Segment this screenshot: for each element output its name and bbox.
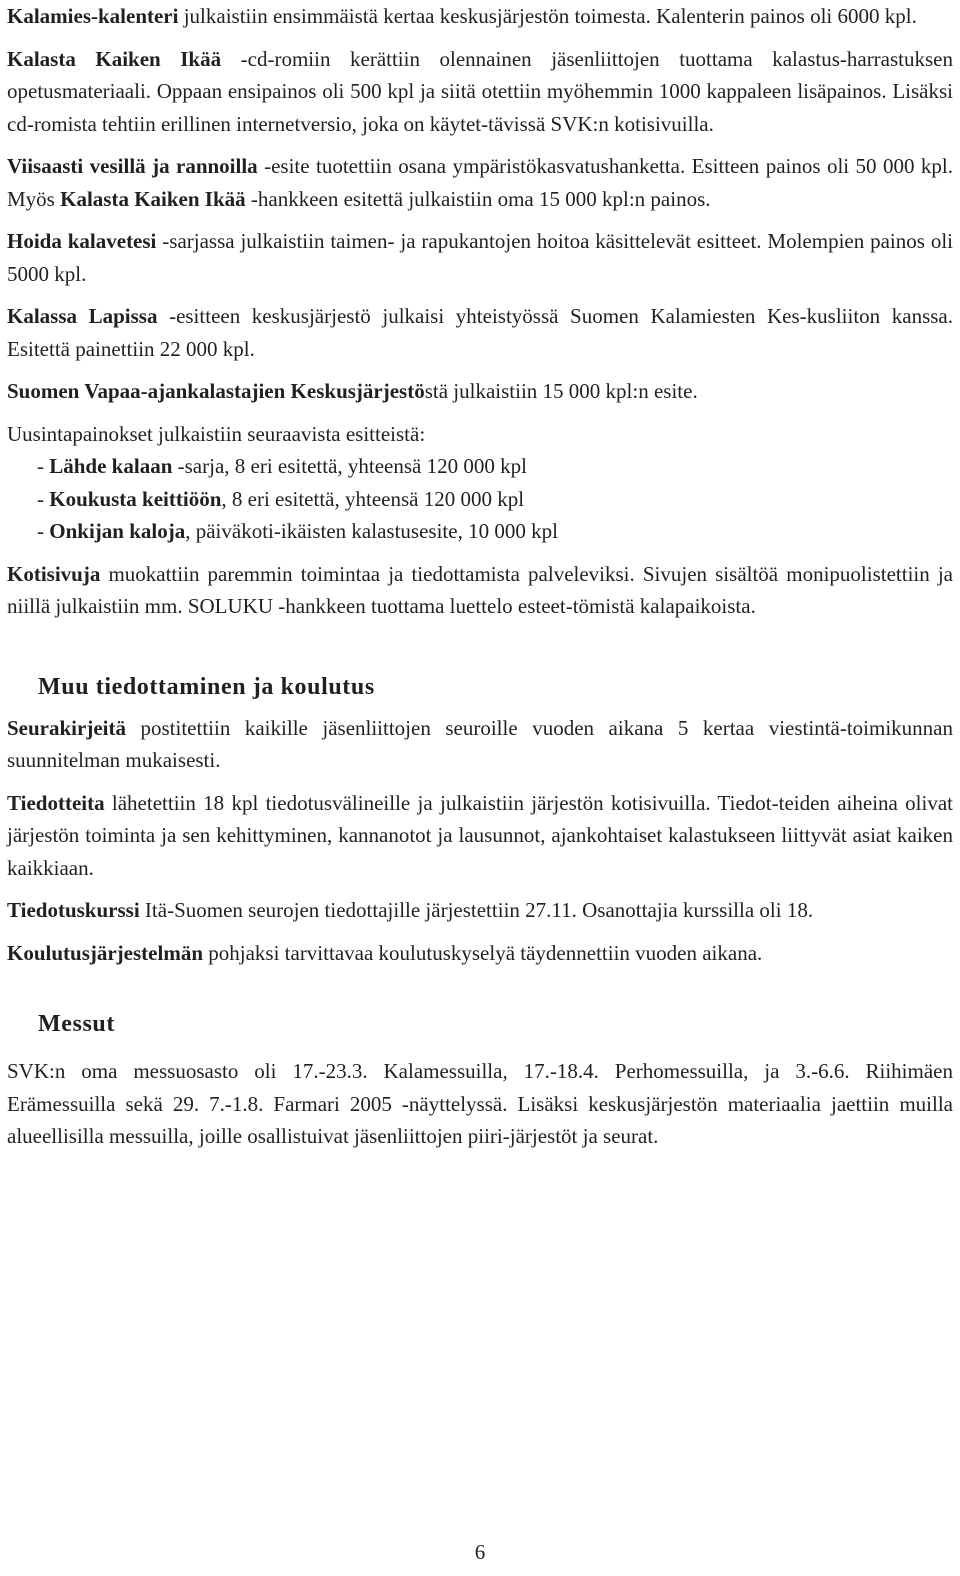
- bold-term: Hoida kalavetesi: [7, 229, 157, 253]
- paragraph-kotisivuja: [7, 558, 953, 623]
- paragraph-text: Uusintapainokset julkaistiin seuraavista esitteistä:: [7, 421, 426, 446]
- list-item: [37, 483, 953, 516]
- section-heading-muu-tiedottaminen: Muu tiedottaminen ja koulutus: [38, 673, 375, 700]
- paragraph-hoida-kalavetesi: [7, 225, 953, 290]
- paragraph-koulutusjarjestelma: [7, 937, 953, 970]
- bold-term: Viisaasti vesillä ja rannoilla: [7, 154, 258, 178]
- bold-term: Onkijan kaloja: [49, 519, 186, 543]
- paragraph-text: -cd-romiin kerättiin olennainen jäsenliittojen tuottama kalastus-harrastuksen opetusmateriaali. Oppaan ensipainos oli 500 kpl ja siitä otettiin myöhemmin 1000 kappaleen lisäpainos. Lisäksi cd-romista tehtiin erillinen internetversio, joka on käytet-tävissä SVK:n kotisivuilla.: [7, 46, 953, 136]
- paragraph-viisaasti-vesilla: [7, 150, 953, 215]
- paragraph-kalassa-lapissa: [7, 300, 953, 365]
- paragraph-messut: [7, 1055, 953, 1153]
- bold-term: Koulutusjärjestelmän: [7, 940, 203, 965]
- paragraph-svk-esite: [7, 375, 953, 408]
- paragraph-text: -hankkeen esitettä julkaistiin oma 15 000 kpl:n painos.: [245, 186, 711, 211]
- paragraph-tiedotuskurssi: [7, 894, 953, 927]
- bold-term: Tiedotuskurssi: [7, 898, 140, 922]
- paragraph-text: muokattiin paremmin toimintaa ja tiedottamista palveleviksi. Sivujen sisältöä monipuolistettiin ja niillä julkaistiin mm. SOLUKU -hankkeen tuottama luettelo esteet-tömistä kalapaikoista.: [7, 561, 953, 618]
- list-dash: -: [37, 486, 50, 511]
- list-item: [37, 515, 953, 548]
- bold-term: Kalasta Kaiken Ikää: [7, 46, 222, 71]
- paragraph-text: -esite tuotettiin osana ympäristökasvatushanketta. Esitteen painos oli 50 000 kpl. Myös: [7, 154, 953, 211]
- bold-term: Koukusta keittiöön: [49, 486, 222, 511]
- list-dash: -: [37, 454, 50, 478]
- paragraph-uusintapainokset: [7, 418, 953, 451]
- bold-term: Kalassa Lapissa: [7, 304, 158, 328]
- paragraph-text: stä julkaistiin 15 000 kpl:n esite.: [424, 379, 698, 403]
- bold-term: Tiedotteita: [7, 790, 105, 815]
- list-item-text: -sarja, 8 eri esitettä, yhteensä 120 000 kpl: [172, 454, 527, 478]
- paragraph-tiedotteita: [7, 787, 953, 885]
- paragraph-text: pohjaksi tarvittavaa koulutuskyselyä täydennettiin vuoden aikana.: [203, 940, 763, 965]
- list-item-text: , 8 eri esitettä, yhteensä 120 000 kpl: [221, 486, 525, 511]
- paragraph-seurakirjeita: [7, 712, 953, 777]
- document-page: [7, 0, 953, 1153]
- paragraph-text: julkaistiin ensimmäistä kertaa keskusjärjestön toimesta. Kalenterin painos oli 6000 kpl.: [178, 4, 917, 28]
- paragraph-text: postitettiin kaikille jäsenliittojen seuroille vuoden aikana 5 kertaa viestintä-toimikunnan suunnitelman mukaisesti.: [7, 715, 953, 772]
- list-item: [37, 450, 953, 483]
- bold-term: Lähde kalaan: [49, 454, 173, 478]
- bold-term: Kalamies-kalenteri: [7, 4, 179, 28]
- list-dash: -: [37, 519, 50, 543]
- list-item-text: , päiväkoti-ikäisten kalastusesite, 10 000 kpl: [185, 519, 558, 543]
- paragraph-text: -sarjassa julkaistiin taimen- ja rapukantojen hoitoa käsittelevät esitteet. Molempien painos oli 5000 kpl.: [7, 229, 953, 286]
- paragraph-kalamies-kalenteri: [7, 0, 953, 33]
- paragraph-text: -esitteen keskusjärjestö julkaisi yhteistyössä Suomen Kalamiesten Kes-kusliiton kanssa. Esitettä painettiin 22 000 kpl.: [7, 304, 953, 361]
- section-heading-messut: Messut: [38, 1011, 115, 1037]
- paragraph-kalasta-kaiken-ikaa: [7, 43, 953, 141]
- bold-term: Seurakirjeitä: [7, 715, 126, 740]
- bold-term: Kotisivuja: [7, 561, 101, 586]
- bold-term: Suomen Vapaa-ajankalastajien Keskusjärjestö: [7, 379, 425, 403]
- paragraph-text: SVK:n oma messuosasto oli 17.-23.3. Kalamessuilla, 17.-18.4. Perhomessuilla, ja 3.-6.6. Riihimäen Erämessuilla sekä 29. 7.-1.8. Farmari 2005 -näyttelyssä. Lisäksi keskusjärjestön materiaalia jaettiin muilla alueellisilla messuilla, joille osallistuivat jäsenliittojen piiri-järjestöt ja seurat.: [7, 1059, 953, 1148]
- paragraph-text: lähetettiin 18 kpl tiedotusvälineille ja julkaistiin järjestön kotisivuilla. Tiedot-teiden aiheina olivat järjestön toiminta ja sen kehittyminen, kannanotot ja lausunnot, ajankohtaiset kalastukseen liittyvät asiat kaiken kaikkiaan.: [7, 790, 953, 880]
- paragraph-text: Itä-Suomen seurojen tiedottajille järjestettiin 27.11. Osanottajia kurssilla oli 18.: [139, 898, 814, 922]
- bold-term: Kalasta Kaiken Ikää: [60, 186, 246, 211]
- page-number: 6: [474, 1540, 486, 1564]
